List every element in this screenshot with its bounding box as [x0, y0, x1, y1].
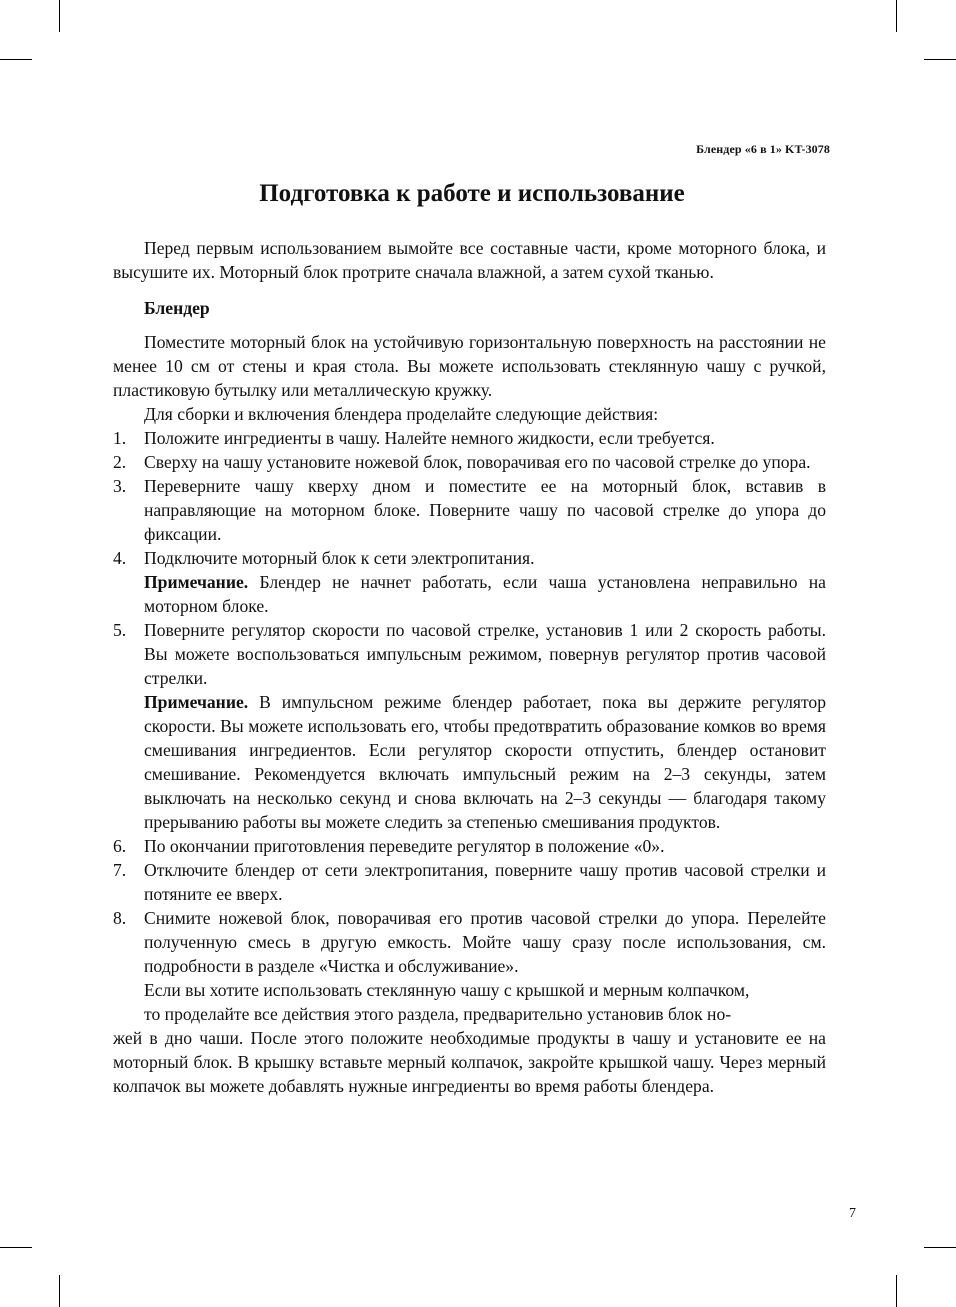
crop-mark	[59, 0, 60, 32]
list-item	[113, 546, 826, 618]
crop-mark	[0, 1247, 32, 1248]
intro-paragraph: Перед первым использованием вымойте все составные части, кроме моторного блока, и высушите их. Моторный блок протрите сначала влажной, а затем сухой тканью.	[113, 238, 826, 282]
document-body	[113, 236, 826, 1098]
step-text: Отключите блендер от сети электропитания, поверните чашу против часовой стрелки и потяните ее вверх.	[144, 860, 826, 904]
list-item	[113, 618, 826, 834]
steps-list	[113, 426, 826, 978]
crop-mark	[924, 1247, 956, 1248]
step-number: 8.	[113, 908, 127, 928]
steps-intro: Для сборки и включения блендера проделайте следующие действия:	[144, 404, 659, 424]
step-text: По окончании приготовления переведите регулятор в положение «0».	[144, 836, 665, 856]
step-text: Поверните регулятор скорости по часовой стрелке, установив 1 или 2 скорость работы. Вы можете воспользоваться импульсным режимом, повернув регулятор против часовой стрелки.	[144, 620, 826, 688]
page-title: Подготовка к работе и использование	[259, 180, 685, 207]
crop-mark	[896, 0, 897, 32]
closing-line-1: Если вы хотите использовать стеклянную чашу с крышкой и мерным колпачком,	[144, 980, 750, 1000]
step-number: 4.	[113, 548, 127, 568]
note	[144, 690, 826, 834]
list-item	[113, 450, 826, 474]
page-number: 7	[849, 1206, 856, 1221]
crop-mark	[59, 1275, 60, 1307]
step-number: 3.	[113, 476, 127, 496]
list-item	[113, 834, 826, 858]
placement-paragraph: Поместите моторный блок на устойчивую горизонтальную поверхность на расстоянии не менее 10 см от стены и края стола. Вы можете использовать стеклянную чашу с ручкой, пластиковую бутылку или металлическую кружку.	[113, 332, 826, 400]
step-text: Подключите моторный блок к сети электропитания.	[144, 548, 535, 568]
crop-mark	[0, 59, 32, 60]
step-text: Снимите ножевой блок, поворачивая его против часовой стрелки до упора. Перелейте полученную смесь в другую емкость. Мойте чашу сразу после использования, см. подробности в разделе «Чистка и обслуживание».	[144, 908, 826, 976]
section-heading-blender: Блендер	[144, 298, 210, 318]
closing-line-2: то проделайте все действия этого раздела, предварительно установив блок но-	[144, 1004, 732, 1024]
step-number: 6.	[113, 836, 127, 856]
note	[144, 570, 826, 618]
step-number: 5.	[113, 620, 127, 640]
list-item	[113, 426, 826, 450]
step-number: 2.	[113, 452, 127, 472]
step-text: Переверните чашу кверху дном и поместите ее на моторный блок, вставив в направляющие на моторном блоке. Поверните чашу по часовой стрелке до упора до фиксации.	[144, 476, 826, 544]
crop-mark	[896, 1275, 897, 1307]
step-number: 7.	[113, 860, 127, 880]
note-label: Примечание.	[144, 572, 249, 592]
step-text: Сверху на чашу установите ножевой блок, поворачивая его по часовой стрелке до упора.	[144, 452, 811, 472]
list-item	[113, 906, 826, 978]
closing-paragraph: жей в дно чаши. После этого положите необходимые продукты в чашу и установите ее на моторный блок. В крышку вставьте мерный колпачок, закройте крышкой чашу. Через мерный колпачок вы можете добавлять нужные ингредиенты во время работы блендера.	[113, 1028, 826, 1096]
crop-mark	[924, 59, 956, 60]
running-header: Блендер «6 в 1» KT-3078	[696, 142, 830, 156]
list-item	[113, 858, 826, 906]
note-text: Блендер не начнет работать, если чаша установлена неправильно на моторном блоке.	[144, 572, 826, 616]
note-text: В импульсном режиме блендер работает, пока вы держите регулятор скорости. Вы можете использовать его, чтобы предотвратить образование комков во время смешивания ингредиентов. Если регулятор скорости отпустить, блендер остановит смешивание. Рекомендуется включать импульсный режим на 2–3 секунды, затем выключать на несколько секунд и снова включать на 2–3 секунды — благодаря такому прерыванию работы вы можете следить за степенью смешивания продуктов.	[144, 692, 826, 832]
step-text: Положите ингредиенты в чашу. Налейте немного жидкости, если требуется.	[144, 428, 715, 448]
step-number: 1.	[113, 428, 127, 448]
note-label: Примечание.	[144, 692, 249, 712]
list-item	[113, 474, 826, 546]
